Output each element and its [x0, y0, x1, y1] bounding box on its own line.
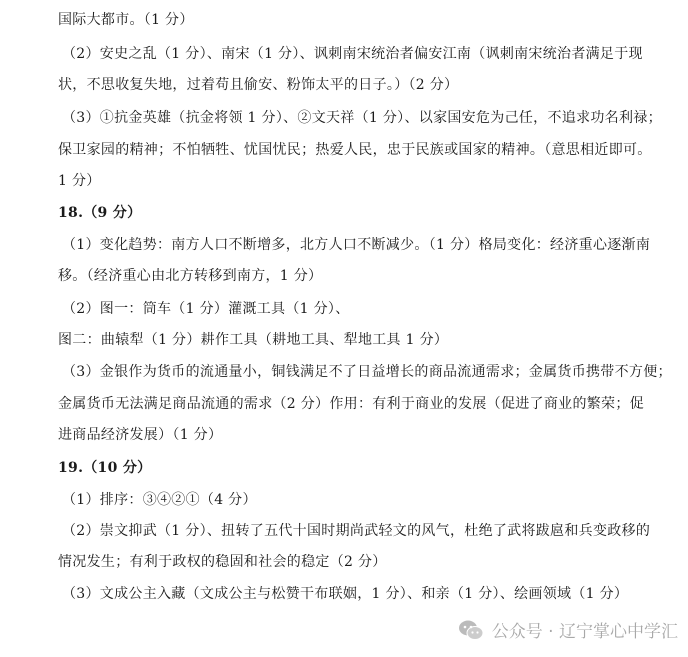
question-18-heading: 18.（9 分）	[58, 205, 142, 221]
wechat-icon	[458, 619, 484, 641]
answer-line-q17-3-cont: 保卫家园的精神；不怕牺牲、忧国忧民；热爱人民，忠于民族或国家的精神。（意思相近即可。	[58, 142, 652, 158]
answer-line-q18-1: （1）变化趋势：南方人口不断增多，北方人口不断减少。（1 分）格局变化：经济重心逐渐南	[62, 237, 651, 253]
answer-line-q17-3-score: 1 分）	[58, 173, 101, 189]
answer-line-q19-2-cont: 情况发生；有利于政权的稳固和社会的稳定（2 分）	[58, 554, 387, 570]
answer-line-q19-1: （1）排序：③④②①（4 分）	[62, 492, 257, 508]
answer-line-q18-2-cont: 图二：曲辕犁（1 分）耕作工具（耕地工具、犁地工具 1 分）	[58, 332, 449, 348]
answer-line-q18-2: （2）图一：筒车（1 分）灌溉工具（1 分）、	[62, 301, 350, 317]
watermark-text: 公众号 · 辽宁掌心中学汇	[491, 622, 678, 642]
answer-line-q17-3: （3）①抗金英雄（抗金将领 1 分）、②文天祥（1 分）、以家国安危为己任，不追求功名利禄；	[62, 110, 662, 126]
answer-line-q18-3-cont: 金属货币无法满足商品流通的需求（2 分）作用：有利于商业的发展（促进了商业的繁荣；促	[58, 396, 644, 412]
answer-line-q17-2-cont: 状，不思收复失地，过着苟且偷安、粉饰太平的日子。）（2 分）	[58, 77, 459, 93]
answer-line-q18-1-cont: 移。（经济重心由北方转移到南方，1 分）	[58, 268, 323, 284]
question-19-heading: 19.（10 分）	[58, 460, 152, 476]
answer-line-q18-3: （3）金银作为货币的流通量小，铜钱满足不了日益增长的商品流通需求；金属货币携带不方便；	[62, 364, 672, 380]
answer-line-q18-3-end: 进商品经济发展）（1 分）	[58, 427, 223, 443]
answer-line-q17-2: （2）安史之乱（1 分）、南宋（1 分）、讽刺南宋统治者偏安江南（讽刺南宋统治者满足于现	[62, 46, 643, 62]
wechat-watermark	[458, 617, 678, 642]
answer-line-q19-2: （2）崇文抑武（1 分）、扭转了五代十国时期尚武轻文的风气，杜绝了武将跋扈和兵变政移的	[62, 523, 651, 539]
answer-line-q19-3: （3）文成公主入藏（文成公主与松赞干布联姻，1 分）、和亲（1 分）、绘画领域（1 分）	[62, 586, 629, 602]
answer-line-q17-1-end: 国际大都市。（1 分）	[58, 12, 194, 28]
